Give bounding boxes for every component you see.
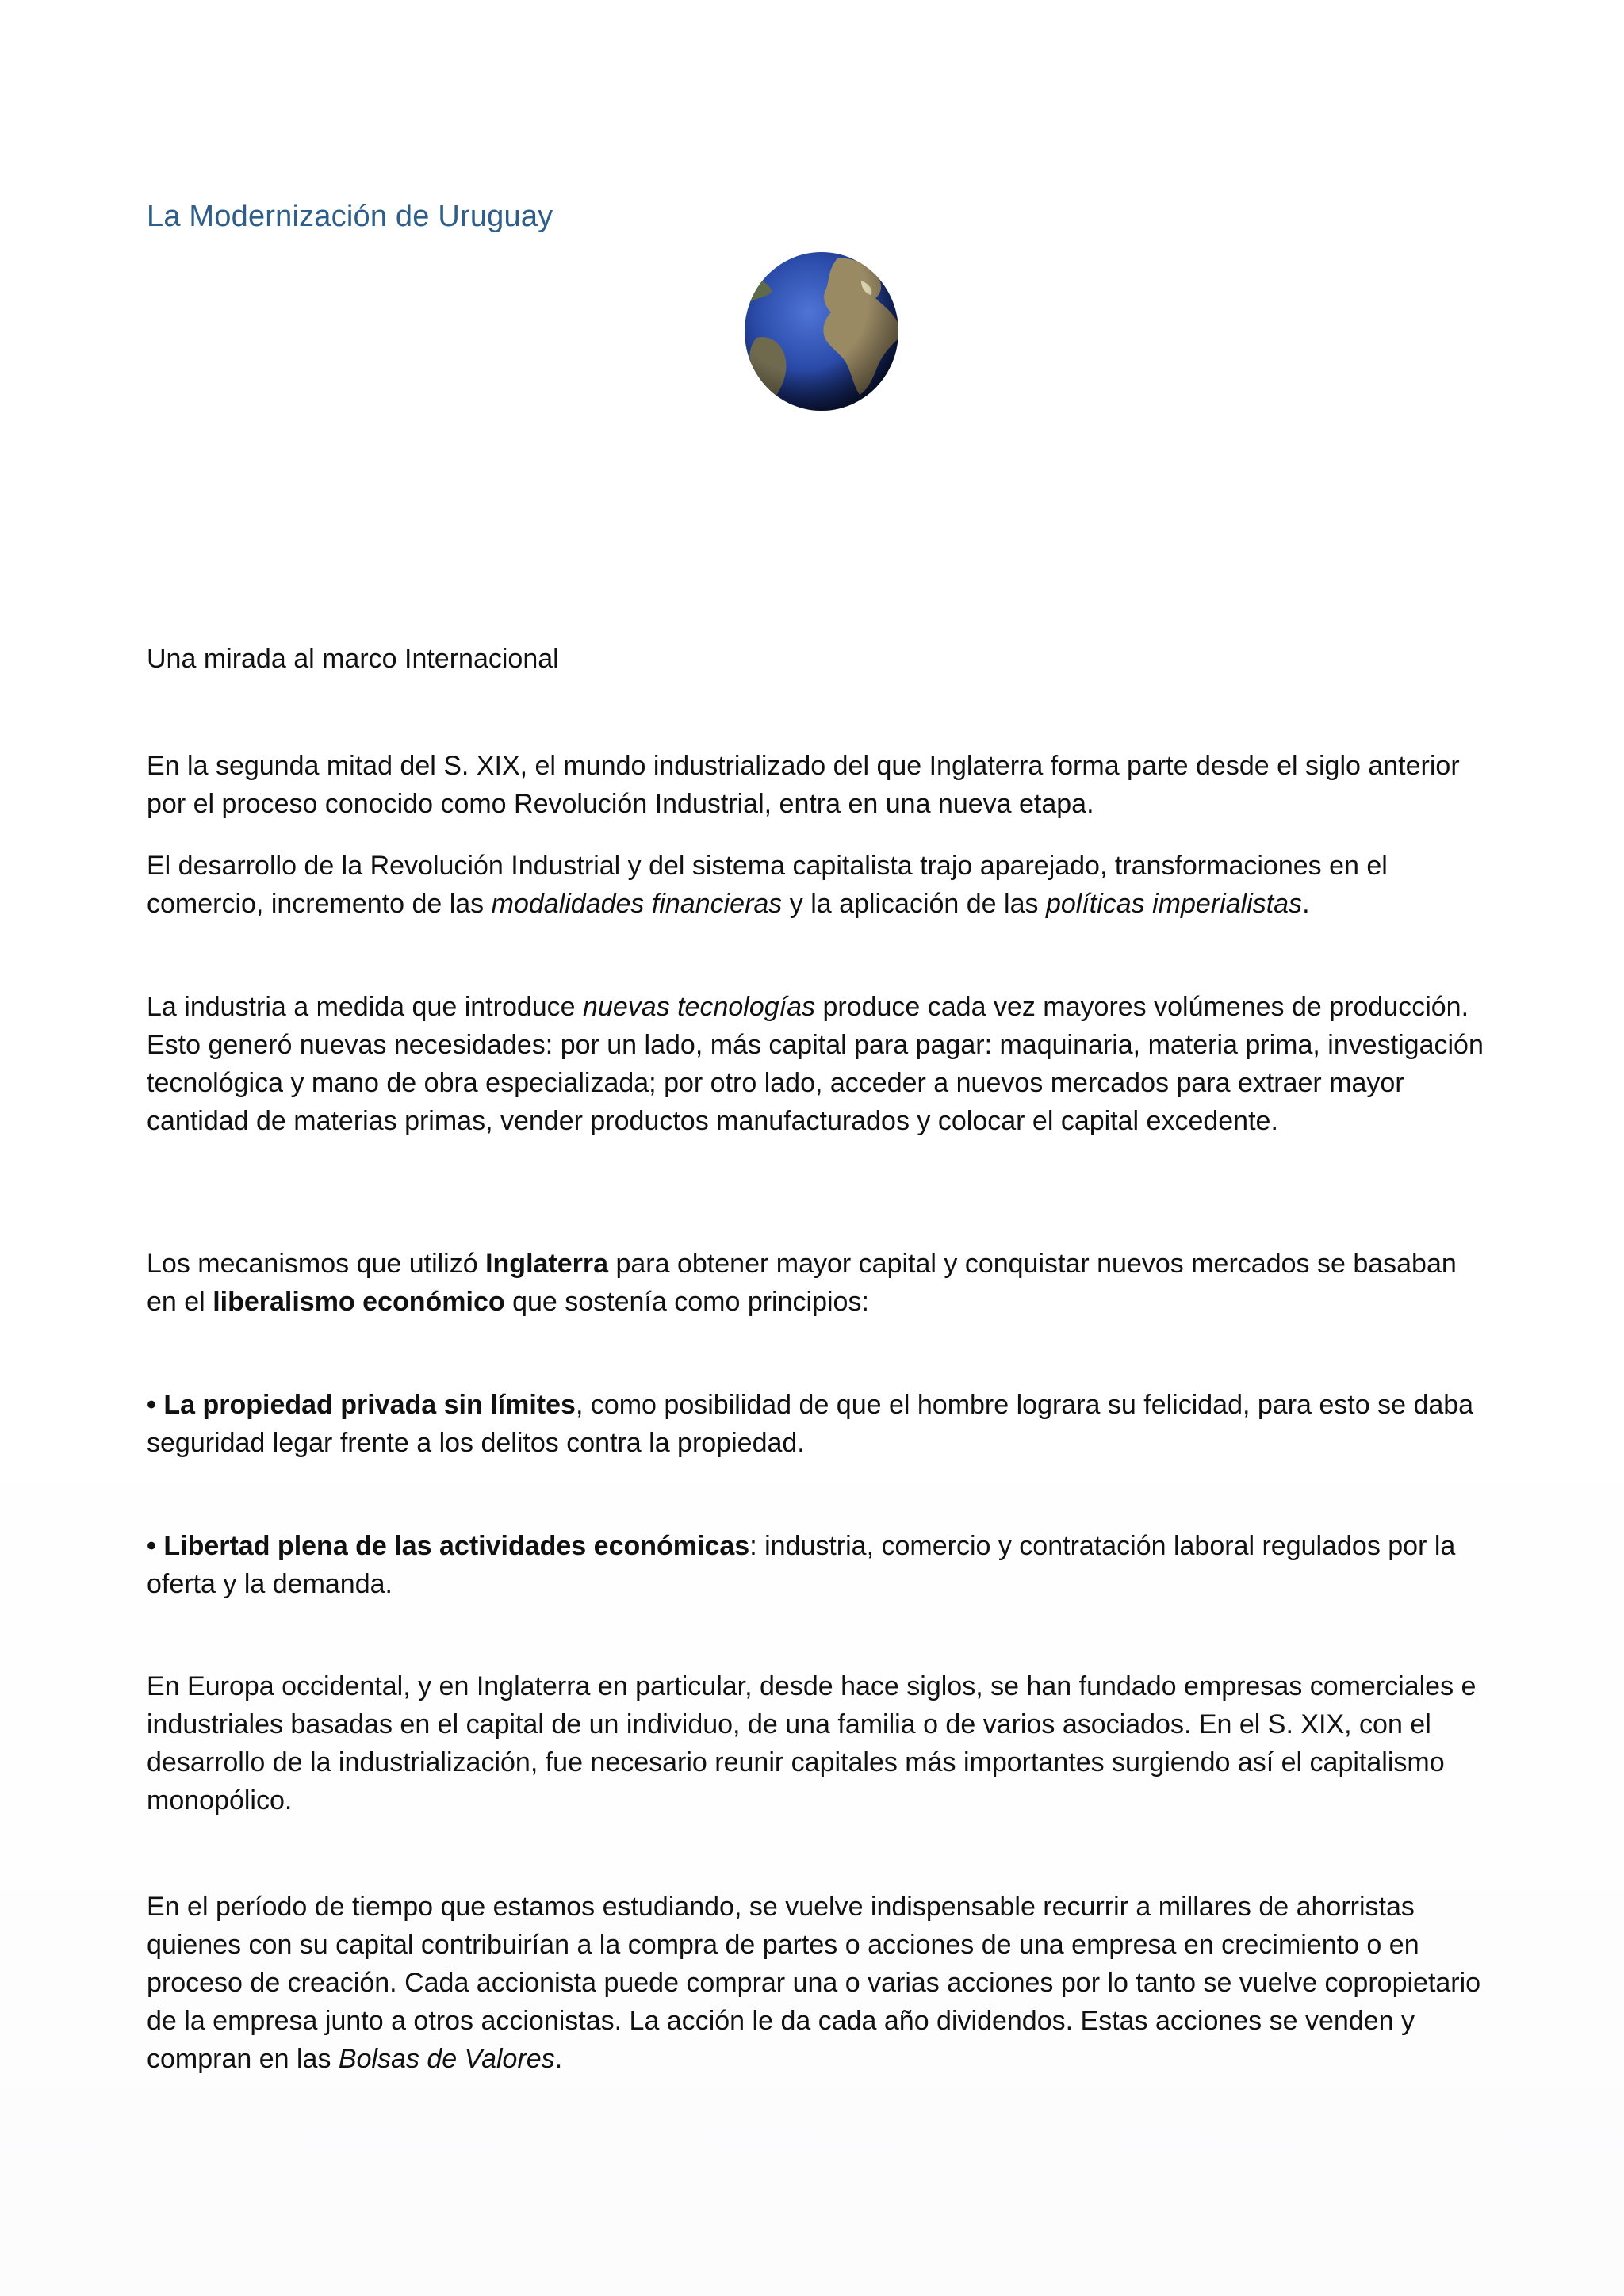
paragraph-8 [147, 1888, 1487, 2078]
paragraph-8-text-b: . [554, 2044, 563, 2074]
paragraph-2-emphasis-b: políticas imperialistas [1045, 889, 1303, 919]
bullet-item-propiedad-text: , como posibilidad de que el hombre lograra su felicidad, para esto se daba seguridad legar frente a los delitos contra la propiedad. [147, 1390, 1474, 1458]
paragraph-2 [147, 847, 1487, 923]
paragraph-2-text-a: El desarrollo de la Revolución Industrial y del sistema capitalista trajo aparejado, transformaciones en el comercio, incremento de las [147, 851, 1388, 919]
paragraph-2-emphasis-a: modalidades financieras [491, 889, 783, 919]
paragraph-3-text-b: produce cada vez mayores volúmenes de producción. Esto generó nuevas necesidades: por un lado, más capital para pagar: maquinaria, materia prima, investigación tecnológica y mano de obra especializada; por otro lado, acceder a nuevos mercados para extraer mayor cantidad de materias primas, vender productos manufacturados y colocar el capital excedente. [147, 992, 1484, 1136]
paragraph-8-text-a: En el período de tiempo que estamos estudiando, se vuelve indispensable recurrir a millares de ahorristas quienes con su capital contribuirían a la compra de partes o acciones de una empresa en crecimiento o en proceso de creación. Cada accionista puede comprar una o varias acciones por lo tanto se vuelve copropietario de la empresa junto a otros accionistas. La acción le da cada año dividendos. Estas acciones se venden y compran en las [147, 1892, 1481, 2074]
paragraph-4-text-b: para obtener mayor capital y conquistar nuevos mercados se basaban en el [147, 1249, 1457, 1317]
bullet-item-libertad-title: • Libertad plena de las actividades económicas [147, 1531, 750, 1561]
paragraph-2-text-c: . [1302, 889, 1310, 919]
paragraph-4-text-c: que sostenía como principios: [504, 1287, 869, 1317]
globe-icon [742, 249, 901, 412]
paragraph-4-text-a: Los mecanismos que utilizó [147, 1249, 486, 1279]
bullet-item-propiedad [147, 1386, 1487, 1462]
paragraph-8-emphasis: Bolsas de Valores [338, 2044, 555, 2074]
bullet-item-libertad-text: : industria, comercio y contratación laboral regulados por la oferta y la demanda. [147, 1531, 1456, 1599]
paragraph-7: En Europa occidental, y en Inglaterra en particular, desde hace siglos, se han fundado empresas comerciales e industriales basadas en el capital de un individuo, de una familia o de varios asociados. En el S. XIX, con el desarrollo de la industrialización, fue necesario reunir capitales más importantes surgiendo así el capitalismo monopólico. [147, 1671, 1477, 1816]
paragraph-2-text-b: y la aplicación de las [782, 889, 1046, 919]
bullet-item-libertad [147, 1527, 1487, 1603]
paragraph-1: En la segunda mitad del S. XIX, el mundo industrializado del que Inglaterra forma parte desde el siglo anterior por el proceso conocido como Revolución Industrial, entra en una nueva etapa. [147, 751, 1460, 819]
paragraph-4-bold-b: liberalismo económico [213, 1287, 505, 1317]
paragraph-4-bold-a: Inglaterra [485, 1249, 609, 1279]
globe-graphic [742, 249, 901, 412]
section-heading: Una mirada al marco Internacional [147, 644, 559, 674]
paragraph-3-text-a: La industria a medida que introduce [147, 992, 584, 1022]
page-title: La Modernización de Uruguay [147, 200, 553, 233]
paragraph-3-emphasis: nuevas tecnologías [583, 992, 816, 1022]
bullet-item-propiedad-title: • La propiedad privada sin límites [147, 1390, 576, 1420]
paragraph-4 [147, 1245, 1487, 1321]
paragraph-3 [147, 988, 1487, 1140]
